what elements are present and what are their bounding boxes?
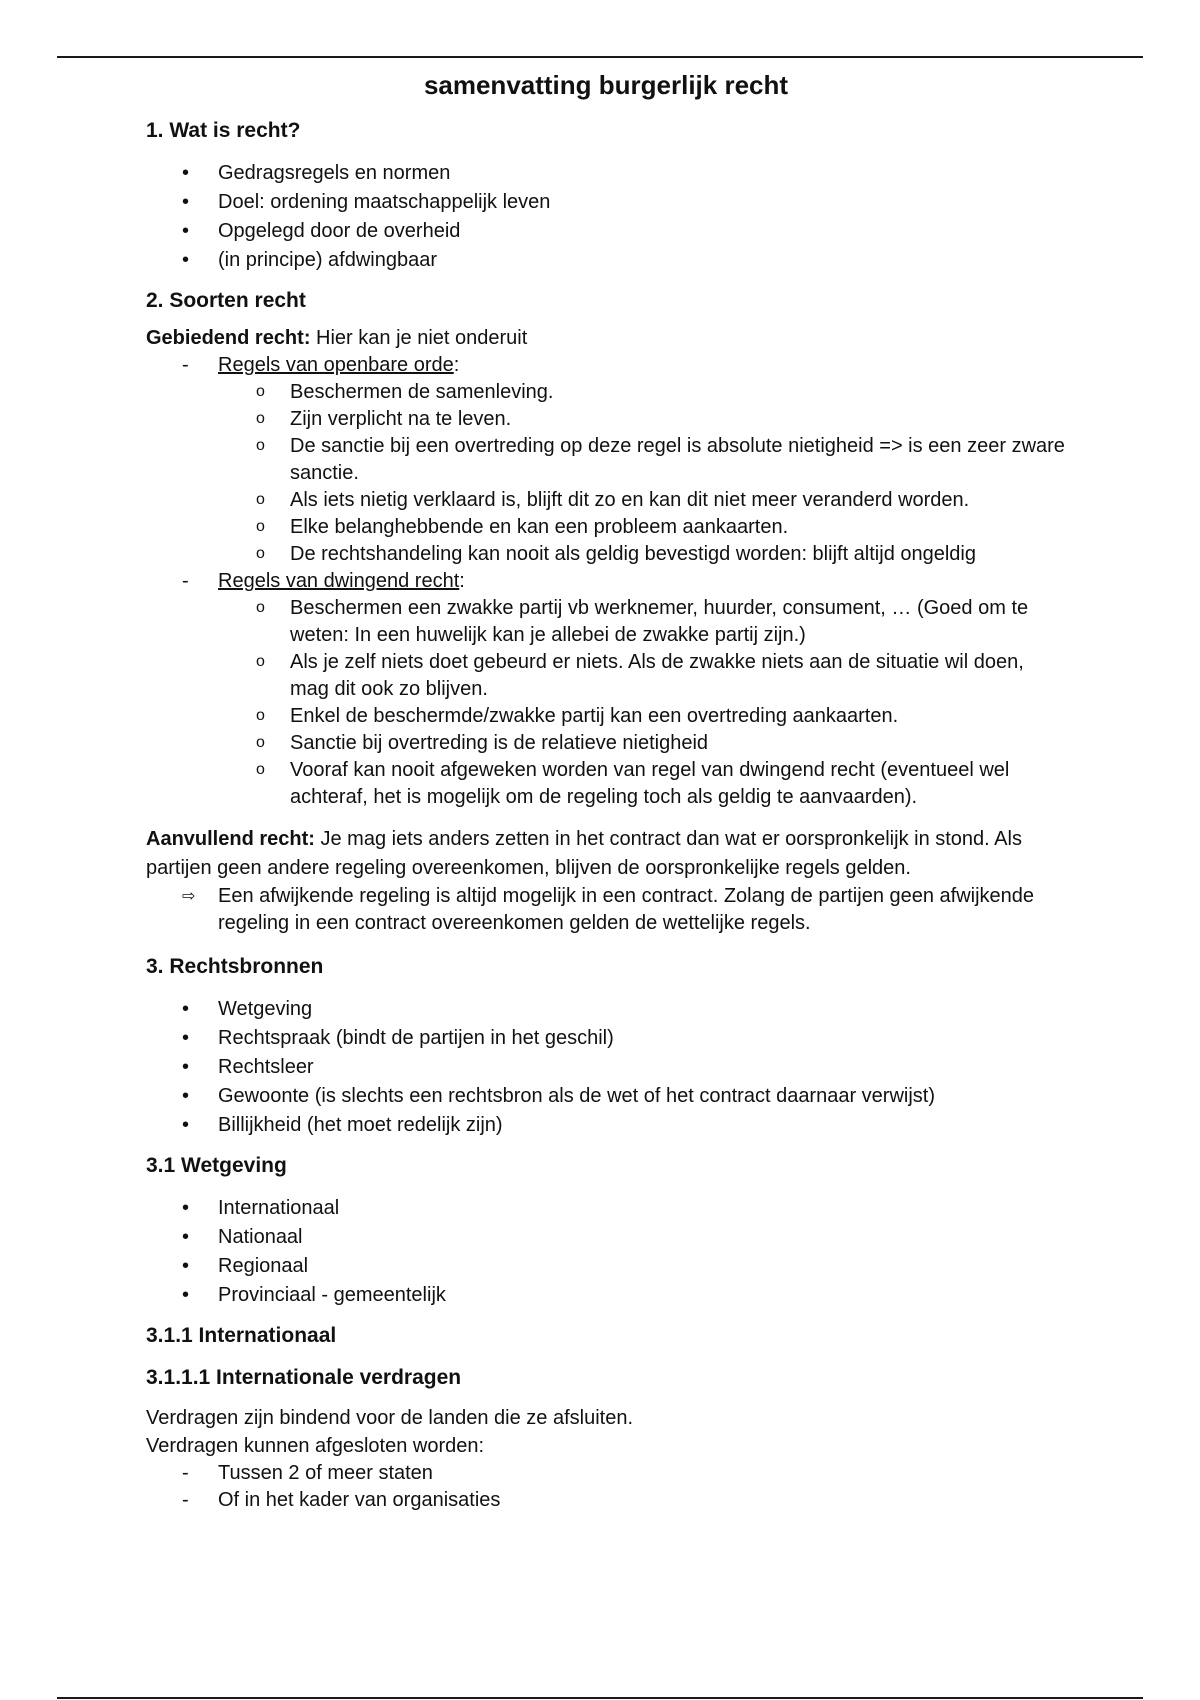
arrow-list xyxy=(146,883,1066,937)
document-content xyxy=(146,70,1066,1514)
list-item: • (in principe) afdwingbaar xyxy=(146,246,1066,275)
section-heading: 2. Soorten recht xyxy=(146,289,306,312)
list-item: • Rechtsleer xyxy=(146,1053,1066,1082)
list-item: o Sanctie bij overtreding is de relatieve nietigheid xyxy=(146,730,1066,757)
list-item: o Beschermen de samenleving. xyxy=(146,379,1066,406)
aanvullend-text: Je mag iets anders zetten in het contract dan wat er oorspronkelijk in stond. Als partijen geen andere regeling overeenkomen, blijven de oorspronkelijke regels gelden. xyxy=(146,828,1022,879)
list-item: - Regels van openbare orde: xyxy=(146,352,1066,379)
list-item: - Tussen 2 of meer staten xyxy=(146,1460,1066,1487)
paragraph: Verdragen zijn bindend voor de landen die ze afsluiten. xyxy=(146,1407,634,1429)
bullet-list xyxy=(146,159,1066,275)
list-item: • Internationaal xyxy=(146,1194,1066,1223)
sub-list xyxy=(146,595,1066,811)
list-item: o Zijn verplicht na te leven. xyxy=(146,406,1066,433)
list-item: • Rechtspraak (bindt de partijen in het geschil) xyxy=(146,1024,1066,1053)
document-title: samenvatting burgerlijk recht xyxy=(423,70,789,100)
list-item: • Doel: ordening maatschappelijk leven xyxy=(146,188,1066,217)
list-item: o De rechtshandeling kan nooit als geldig bevestigd worden: blijft altijd ongeldig xyxy=(146,541,1066,568)
list-item: • Gewoonte (is slechts een rechtsbron als de wet of het contract daarnaar verwijst) xyxy=(146,1082,1066,1111)
section-heading: 3.1.1.1 Internationale verdragen xyxy=(146,1366,462,1389)
list-item: • Opgelegd door de overheid xyxy=(146,217,1066,246)
list-item: • Wetgeving xyxy=(146,995,1066,1024)
sub-list xyxy=(146,379,1066,568)
list-item: o Elke belanghebbende en kan een probleem aankaarten. xyxy=(146,514,1066,541)
dash-list xyxy=(146,1460,1066,1514)
list-item xyxy=(146,883,1066,937)
list-item: - Of in het kader van organisaties xyxy=(146,1487,1066,1514)
bullet-list xyxy=(146,1194,1066,1310)
section-heading: 3.1.1 Internationaal xyxy=(146,1324,337,1347)
arrow-icon: ⇨ xyxy=(182,888,196,905)
arrow-text: Een afwijkende regeling is altijd mogelijk in een contract. Zolang de partijen geen afwijkende regeling in een contract overeenkomen gelden de wettelijke regels. xyxy=(218,885,1035,934)
aanvullend-label: Aanvullend recht: xyxy=(146,828,315,850)
list-item: • Regionaal xyxy=(146,1252,1066,1281)
section-heading: 3.1 Wetgeving xyxy=(146,1154,287,1177)
list-item: o De sanctie bij een overtreding op deze regel is absolute nietigheid => is een zeer zware sanctie. xyxy=(146,433,1066,487)
list-item: o Vooraf kan nooit afgeweken worden van regel van dwingend recht (eventueel wel achteraf, het is mogelijk om de regeling toch als geldig te aanvaarden). xyxy=(146,757,1066,811)
dwingend-recht-label: Regels van dwingend recht xyxy=(218,570,460,592)
openbare-orde-label: Regels van openbare orde xyxy=(218,354,454,376)
list-item: • Nationaal xyxy=(146,1223,1066,1252)
list-item: • Billijkheid (het moet redelijk zijn) xyxy=(146,1111,1066,1140)
gebiedend-text: Hier kan je niet onderuit xyxy=(310,327,528,349)
paragraph: Verdragen kunnen afgesloten worden: xyxy=(146,1435,485,1457)
gebiedend-paragraph xyxy=(146,325,1066,352)
section-heading: 3. Rechtsbronnen xyxy=(146,955,324,978)
list-item: o Enkel de beschermde/zwakke partij kan een overtreding aankaarten. xyxy=(146,703,1066,730)
list-item: - Regels van dwingend recht: xyxy=(146,568,1066,595)
list-item: o Beschermen een zwakke partij vb werknemer, huurder, consument, … (Goed om te weten: In een huwelijk kan je allebei de zwakke partij zijn.) xyxy=(146,595,1066,649)
dash-list xyxy=(146,352,1066,379)
top-rule xyxy=(57,56,1143,58)
gebiedend-label: Gebiedend recht: xyxy=(146,327,311,349)
aanvullend-paragraph xyxy=(146,825,1066,883)
list-item: o Als iets nietig verklaard is, blijft dit zo en kan dit niet meer veranderd worden. xyxy=(146,487,1066,514)
bottom-rule xyxy=(57,1697,1143,1699)
bullet-list xyxy=(146,995,1066,1140)
list-item: o Als je zelf niets doet gebeurd er niets. Als de zwakke niets aan de situatie wil doen, mag dit ook zo blijven. xyxy=(146,649,1066,703)
list-item: • Provinciaal - gemeentelijk xyxy=(146,1281,1066,1310)
list-item: • Gedragsregels en normen xyxy=(146,159,1066,188)
dash-list xyxy=(146,568,1066,595)
section-heading: 1. Wat is recht? xyxy=(146,119,301,142)
